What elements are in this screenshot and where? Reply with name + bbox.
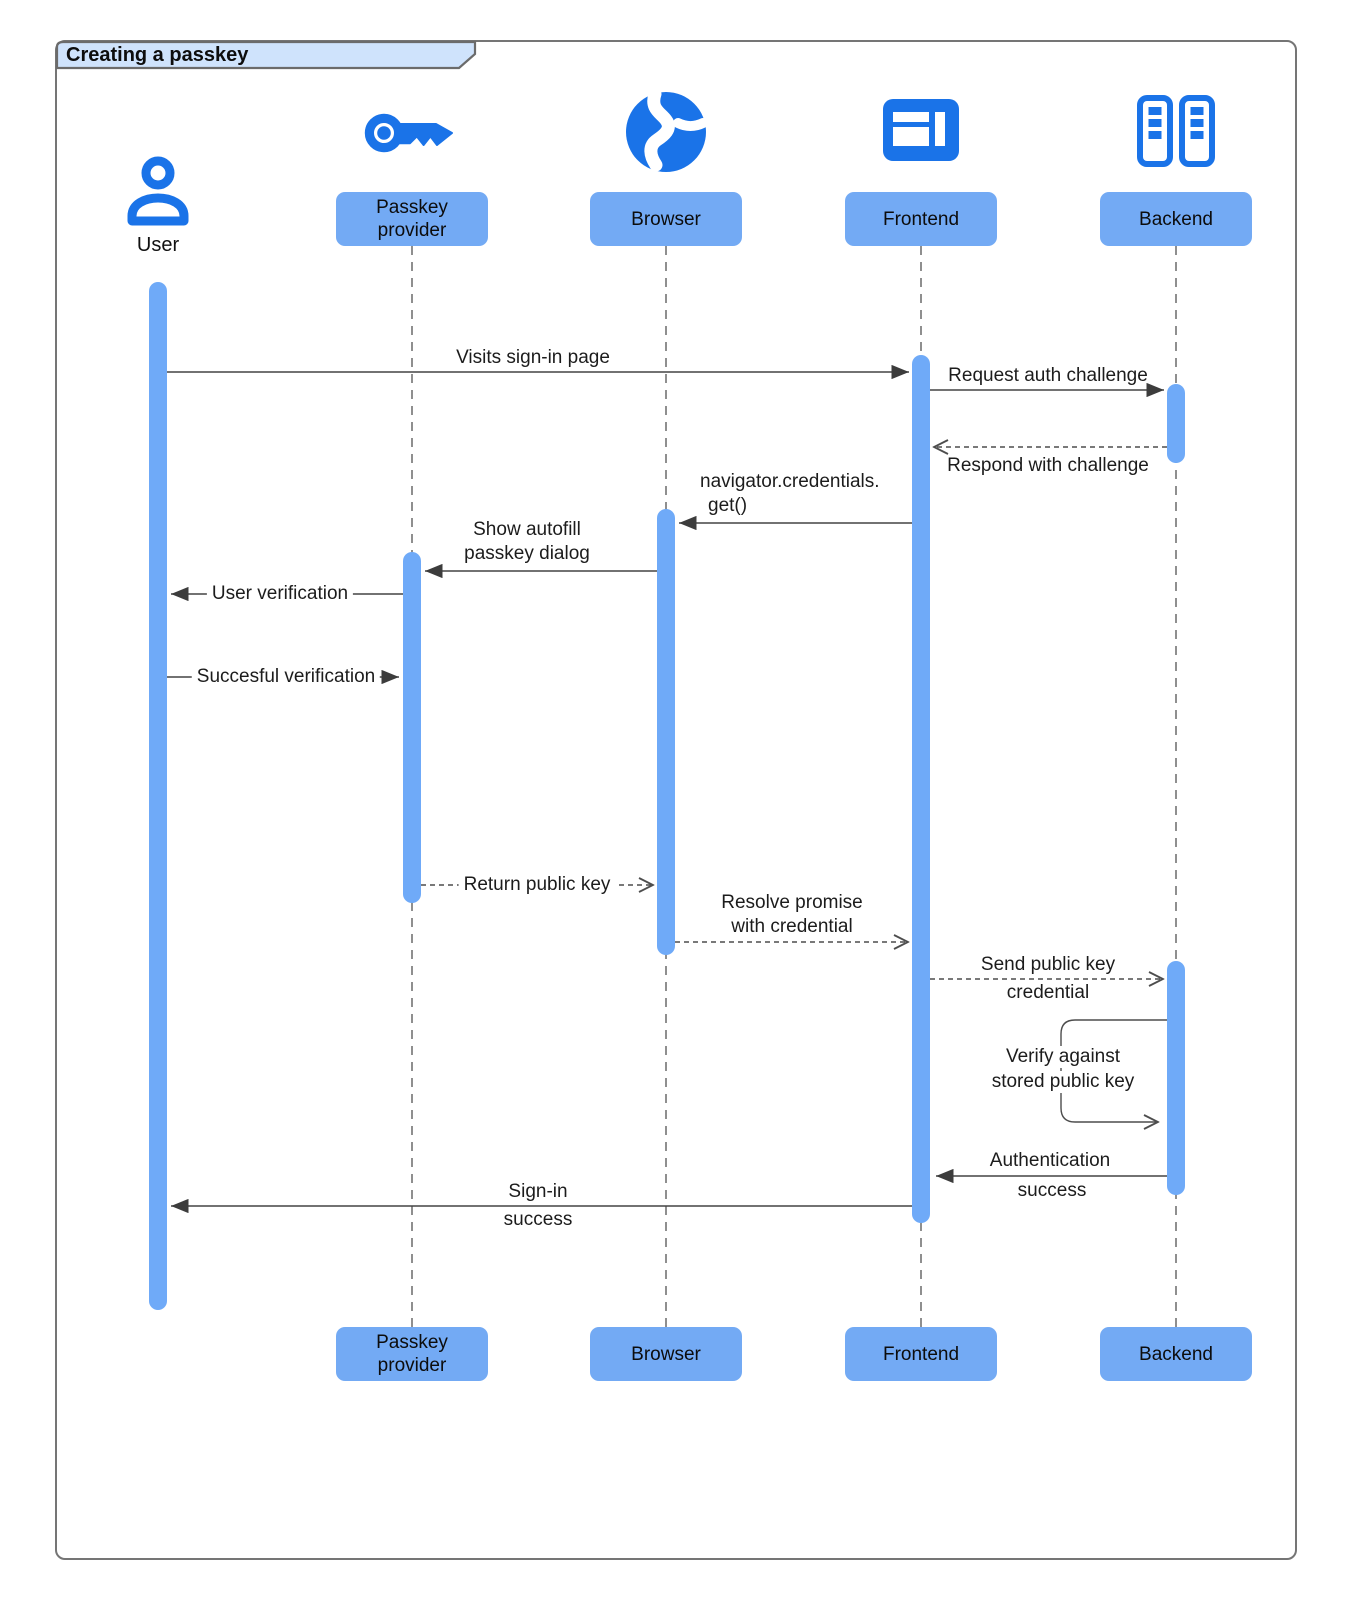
label-line: get() xyxy=(708,495,748,516)
label-navigator-credentials-get xyxy=(700,470,880,518)
participant-box-browser-top: Browser xyxy=(590,192,742,246)
activation-bar-backend-2 xyxy=(1167,961,1185,1195)
activation-bar-backend-1 xyxy=(1167,384,1185,463)
participant-box-passkey-provider-top: Passkey provider xyxy=(336,192,488,246)
label-verify-1: Verify against xyxy=(1002,1046,1124,1068)
label-resolve-promise-2: with credential xyxy=(731,916,853,937)
activation-bar-browser xyxy=(657,509,675,955)
label-line: navigator.credentials. xyxy=(700,471,880,492)
server-icon xyxy=(1134,94,1218,168)
label-visits-sign-in-page: Visits sign-in page xyxy=(456,347,610,368)
key-icon xyxy=(362,102,462,164)
label-show-autofill-1: Show autofill xyxy=(473,519,581,540)
label-user-verification: User verification xyxy=(207,583,353,605)
label-resolve-promise-1: Resolve promise xyxy=(721,892,863,913)
diagram-title: Creating a passkey xyxy=(66,44,249,66)
label-authentication-success-2: success xyxy=(1017,1180,1087,1201)
web-icon xyxy=(881,97,961,164)
participant-box-backend-top: Backend xyxy=(1100,192,1252,246)
label-sign-in-success-2: success xyxy=(503,1209,573,1230)
participant-box-frontend-bottom: Frontend xyxy=(845,1327,997,1381)
participant-label-user: User xyxy=(136,234,180,256)
participant-box-frontend-top: Frontend xyxy=(845,192,997,246)
activation-bar-user xyxy=(149,282,167,1310)
activation-bar-passkey-provider xyxy=(403,552,421,903)
label-send-public-key-2: credential xyxy=(1006,982,1090,1003)
activation-bar-frontend xyxy=(912,355,930,1223)
globe-icon xyxy=(623,89,709,175)
label-show-autofill-2: passkey dialog xyxy=(464,543,590,564)
label-respond-with-challenge: Respond with challenge xyxy=(947,455,1149,476)
label-request-auth-challenge: Request auth challenge xyxy=(948,365,1148,386)
participant-box-browser-bottom: Browser xyxy=(590,1327,742,1381)
person-icon xyxy=(120,153,196,231)
label-send-public-key-1: Send public key xyxy=(980,954,1116,975)
label-return-public-key: Return public key xyxy=(459,874,616,896)
label-verify-2: stored public key xyxy=(988,1071,1139,1093)
label-authentication-success-1: Authentication xyxy=(989,1150,1111,1171)
participant-box-passkey-provider-bottom: Passkey provider xyxy=(336,1327,488,1381)
label-succesful-verification: Succesful verification xyxy=(192,666,380,688)
participant-box-backend-bottom: Backend xyxy=(1100,1327,1252,1381)
label-sign-in-success-1: Sign-in xyxy=(508,1181,568,1202)
